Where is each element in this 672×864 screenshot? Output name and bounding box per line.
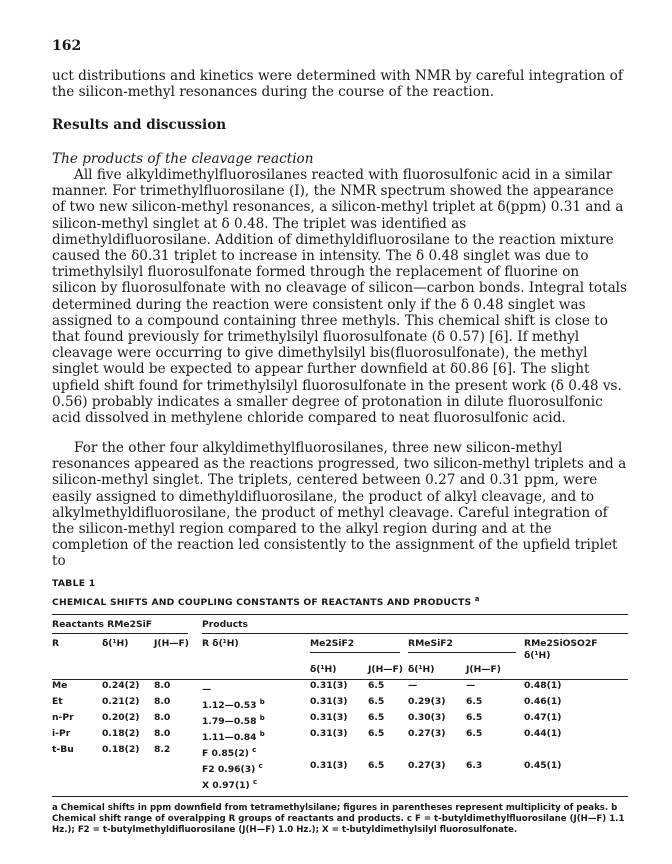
table-cell-md	[310, 728, 368, 744]
table-cell-rmj	[466, 712, 524, 728]
table-row	[52, 760, 628, 776]
table-cell-mj	[368, 696, 408, 712]
cell-value: 6.5	[368, 680, 385, 692]
table-cell-mj	[368, 776, 408, 792]
cell-value: 0.18(2)	[102, 744, 140, 756]
sub-me2-delta: δ(¹H)	[310, 664, 337, 676]
table-cell-so	[524, 680, 628, 696]
table-cell-md	[310, 760, 368, 776]
table-cell-r	[52, 696, 102, 712]
cell-value: F2 0.96(3)	[202, 764, 256, 776]
cell-value: 6.5	[368, 728, 385, 740]
table-cell-mj	[368, 728, 408, 744]
table-cell-rd	[202, 680, 310, 696]
table-cell-md	[310, 776, 368, 792]
table-cell-r	[52, 728, 102, 744]
table-cell-rmd	[408, 712, 466, 728]
cell-value: 0.31(3)	[310, 728, 348, 740]
cell-value: 6.5	[368, 696, 385, 708]
cell-value: t-Bu	[52, 744, 74, 756]
table-row	[52, 680, 628, 696]
cell-footnote-mark: c	[258, 762, 263, 771]
table-cell-j1	[154, 680, 202, 696]
cell-value: 0.44(1)	[524, 728, 562, 740]
cell-value: 1.12—0.53	[202, 700, 257, 712]
table-footnote	[52, 803, 628, 836]
sub-rme-delta: δ(¹H)	[408, 664, 435, 676]
column-header-row	[52, 634, 628, 650]
group-products: Products	[202, 619, 249, 631]
cell-value: 0.46(1)	[524, 696, 562, 708]
table-cell-j1	[154, 712, 202, 728]
cell-value: 0.29(3)	[408, 696, 446, 708]
paragraph-3-text: For the other four alkyldimethylfluorosilanes, three new silicon-methyl resonances appeared as the reactions progressed, two silicon-methyl triplets and a silicon-methyl singlet. The triplets, centered between 0.27 and 0.31 ppm, were easily assigned to dimethyldifluorosilane, the product of alkyl cleavage, and to alkylmethyldifluorosilane, the product of methyl cleavage. Careful integration of the silicon-methyl region compared to the alkyl region during and at the completion of the reaction led consistently to the assignment of the upfield triplet to	[52, 440, 627, 570]
col-j: J(H—F)	[154, 638, 189, 650]
table-cell-rmd	[408, 728, 466, 744]
table-footnote-text: a Chemical shifts in ppm downfield from tetramethylsilane; figures in parentheses represent multiplicity of peaks. b Chemical shift range of overalpping R groups of reactants and products. c F = t-butyldimethylfluorosilane (J(H—F) 1.1 Hz.); F2 = t-butylmethyldifluorosilane (J(H—F) 1.0 Hz.); X = t-butyldimethylsilyl fluorosulfonate.	[52, 802, 625, 835]
table-cell-rd	[202, 776, 310, 792]
cell-value: 6.5	[368, 760, 385, 772]
subsection-heading: The products of the cleavage reaction	[52, 151, 314, 167]
cell-value: —	[408, 680, 418, 692]
cell-value: 0.24(2)	[102, 680, 140, 692]
table-cell-d1	[102, 776, 154, 792]
cell-value: 6.5	[466, 728, 483, 740]
table-cell-md	[310, 744, 368, 760]
cell-value: i-Pr	[52, 728, 71, 740]
cell-value: 0.31(3)	[310, 712, 348, 724]
cell-value: 8.0	[154, 728, 171, 740]
table-cell-rmd	[408, 696, 466, 712]
table-cell-j1	[154, 760, 202, 776]
cell-value: 0.27(3)	[408, 728, 446, 740]
cell-value: 1.11—0.84	[202, 732, 257, 744]
cell-value: —	[202, 684, 212, 696]
page-number: 162	[52, 38, 82, 54]
table-bottom-rule	[52, 796, 628, 797]
table-caption-text: CHEMICAL SHIFTS AND COUPLING CONSTANTS OF REACTANTS AND PRODUCTS	[52, 597, 472, 609]
col-delta: δ(¹H)	[102, 638, 129, 650]
group-header-row	[52, 615, 628, 631]
table-row	[52, 712, 628, 728]
table-row	[52, 744, 628, 760]
cell-footnote-mark: c	[252, 778, 258, 787]
col-rme2so-sub: δ(¹H)	[524, 650, 551, 662]
table-cell-j1	[154, 696, 202, 712]
cell-value: 6.5	[466, 712, 483, 724]
cell-value: Me	[52, 680, 68, 692]
paragraph-2	[52, 167, 628, 426]
table-cell-rmj	[466, 776, 524, 792]
table-cell-rmj	[466, 744, 524, 760]
table-cell-mj	[368, 744, 408, 760]
table-cell-rmd	[408, 776, 466, 792]
table-cell-md	[310, 696, 368, 712]
table-cell-md	[310, 712, 368, 728]
table-cell-d1	[102, 728, 154, 744]
me2sif2-rule	[310, 652, 400, 653]
cell-value: 8.2	[154, 744, 171, 756]
table-cell-rd	[202, 760, 310, 776]
table-cell-so	[524, 776, 628, 792]
table-cell-d1	[102, 744, 154, 760]
col-rmesif2: RMeSiF2	[408, 638, 453, 650]
cell-value: 6.5	[466, 696, 483, 708]
paragraph-1: uct distributions and kinetics were determined with NMR by careful integration of the silicon-methyl resonances during the course of the reaction.	[52, 68, 623, 101]
table-cell-mj	[368, 712, 408, 728]
table-label: TABLE 1	[52, 578, 96, 589]
table-cell-so	[524, 760, 628, 776]
subheader-row	[52, 662, 628, 676]
table-cell-mj	[368, 680, 408, 696]
table-cell-rmd	[408, 744, 466, 760]
cell-value: 8.0	[154, 712, 171, 724]
table-cell-rmd	[408, 680, 466, 696]
col-me2sif2: Me2SiF2	[310, 638, 355, 650]
subheader-rule-row	[52, 650, 628, 662]
col-r: R	[52, 638, 60, 650]
cell-footnote-mark: b	[259, 698, 265, 707]
table-cell-so	[524, 696, 628, 712]
cell-value: 0.27(3)	[408, 760, 446, 772]
table-cell-rmj	[466, 760, 524, 776]
table-cell-d1	[102, 712, 154, 728]
table-caption	[52, 595, 628, 608]
paragraph-2-text: All five alkyldimethylfluorosilanes reacted with fluorosulfonic acid in a similar manner. For trimethylfluorosilane (I), the NMR spectrum showed the appearance of two new silicon-methyl resonances, a silicon-methyl triplet at δ(ppm) 0.31 and a silicon-methyl singlet at δ 0.48. The triplet was identified as dimethyldifluorosilane. Addition of dimethyldifluorosilane to the reaction mixture caused the δ0.31 triplet to increase in intensity. The δ 0.48 singlet was due to trimethylsilyl fluorosulfonate formed through the replacement of fluorine on silicon by fluorosulfonate with no cleavage of silicon—carbon bonds. Integral totals determined during the reaction were consistent only if the δ 0.48 singlet was assigned to a compound containing three methyls. This chemical shift is close to that found previously for trimethylsilyl fluorosulfonate (δ 0.57) [6]. If methyl cleavage were occurring to give dimethylsilyl bis(fluorosulfonate), the methyl singlet would be expected to appear further downfield at δ0.86 [6]. The slight upfield shift found for trimethylsilyl fluorosulfonate in the present work (δ 0.48 vs. 0.56) probably indicates a smaller degree of protonation in dilute fluorosulfonic acid dissolved in methylene chloride compared to neat fluorosulfonic acid.	[52, 167, 627, 427]
table-cell-r	[52, 760, 102, 776]
cell-value: 0.31(3)	[310, 696, 348, 708]
rmesif2-rule	[408, 652, 516, 653]
cell-value: 0.31(3)	[310, 760, 348, 772]
table-cell-rd	[202, 728, 310, 744]
table-cell-r	[52, 744, 102, 760]
table-cell-d1	[102, 696, 154, 712]
cell-value: 8.0	[154, 680, 171, 692]
sub-me2-j: J(H—F)	[368, 664, 403, 676]
paragraph-3	[52, 440, 628, 570]
table-cell-rd	[202, 696, 310, 712]
col-r-delta: R δ(¹H)	[202, 638, 239, 650]
table-cell-rmj	[466, 696, 524, 712]
cell-footnote-mark: b	[259, 714, 265, 723]
cell-value: 0.31(3)	[310, 680, 348, 692]
table-cell-rd	[202, 744, 310, 760]
table-cell-j1	[154, 728, 202, 744]
cell-value: 0.48(1)	[524, 680, 562, 692]
table-row	[52, 728, 628, 744]
cell-value: n-Pr	[52, 712, 74, 724]
cell-value: 1.79—0.58	[202, 716, 257, 728]
data-table	[52, 615, 628, 796]
table-cell-rmj	[466, 728, 524, 744]
cell-value: 8.0	[154, 696, 171, 708]
table-cell-mj	[368, 760, 408, 776]
table-cell-r	[52, 680, 102, 696]
cell-value: 6.5	[368, 712, 385, 724]
table-cell-rmj	[466, 680, 524, 696]
group-reactants: Reactants RMe2SiF	[52, 619, 153, 631]
table-cell-md	[310, 680, 368, 696]
table-body	[52, 680, 628, 792]
cell-value: —	[466, 680, 476, 692]
cell-value: 6.3	[466, 760, 483, 772]
col-rme2siooso2f: RMe2SiOSO2F	[524, 638, 598, 650]
table-1	[52, 578, 628, 836]
table-cell-r	[52, 712, 102, 728]
table-caption-note: a	[474, 595, 480, 603]
cell-value: 0.20(2)	[102, 712, 140, 724]
table-cell-rd	[202, 712, 310, 728]
cell-value: 0.45(1)	[524, 760, 562, 772]
cell-value: 0.47(1)	[524, 712, 562, 724]
table-cell-d1	[102, 680, 154, 696]
table-row	[52, 696, 628, 712]
table-cell-d1	[102, 760, 154, 776]
table-cell-so	[524, 712, 628, 728]
cell-value: X 0.97(1)	[202, 780, 250, 792]
sub-rme-j: J(H—F)	[466, 664, 501, 676]
table-cell-rmd	[408, 760, 466, 776]
table-cell-r	[52, 776, 102, 792]
cell-value: 0.21(2)	[102, 696, 140, 708]
table-cell-j1	[154, 776, 202, 792]
table-cell-j1	[154, 744, 202, 760]
cell-value: 0.30(3)	[408, 712, 446, 724]
cell-value: Et	[52, 696, 63, 708]
section-heading: Results and discussion	[52, 117, 227, 133]
table-cell-so	[524, 744, 628, 760]
cell-footnote-mark: b	[259, 730, 265, 739]
table-cell-so	[524, 728, 628, 744]
table-row	[52, 776, 628, 792]
cell-footnote-mark: c	[252, 746, 257, 755]
cell-value: 0.18(2)	[102, 728, 140, 740]
cell-value: F 0.85(2)	[202, 748, 249, 760]
